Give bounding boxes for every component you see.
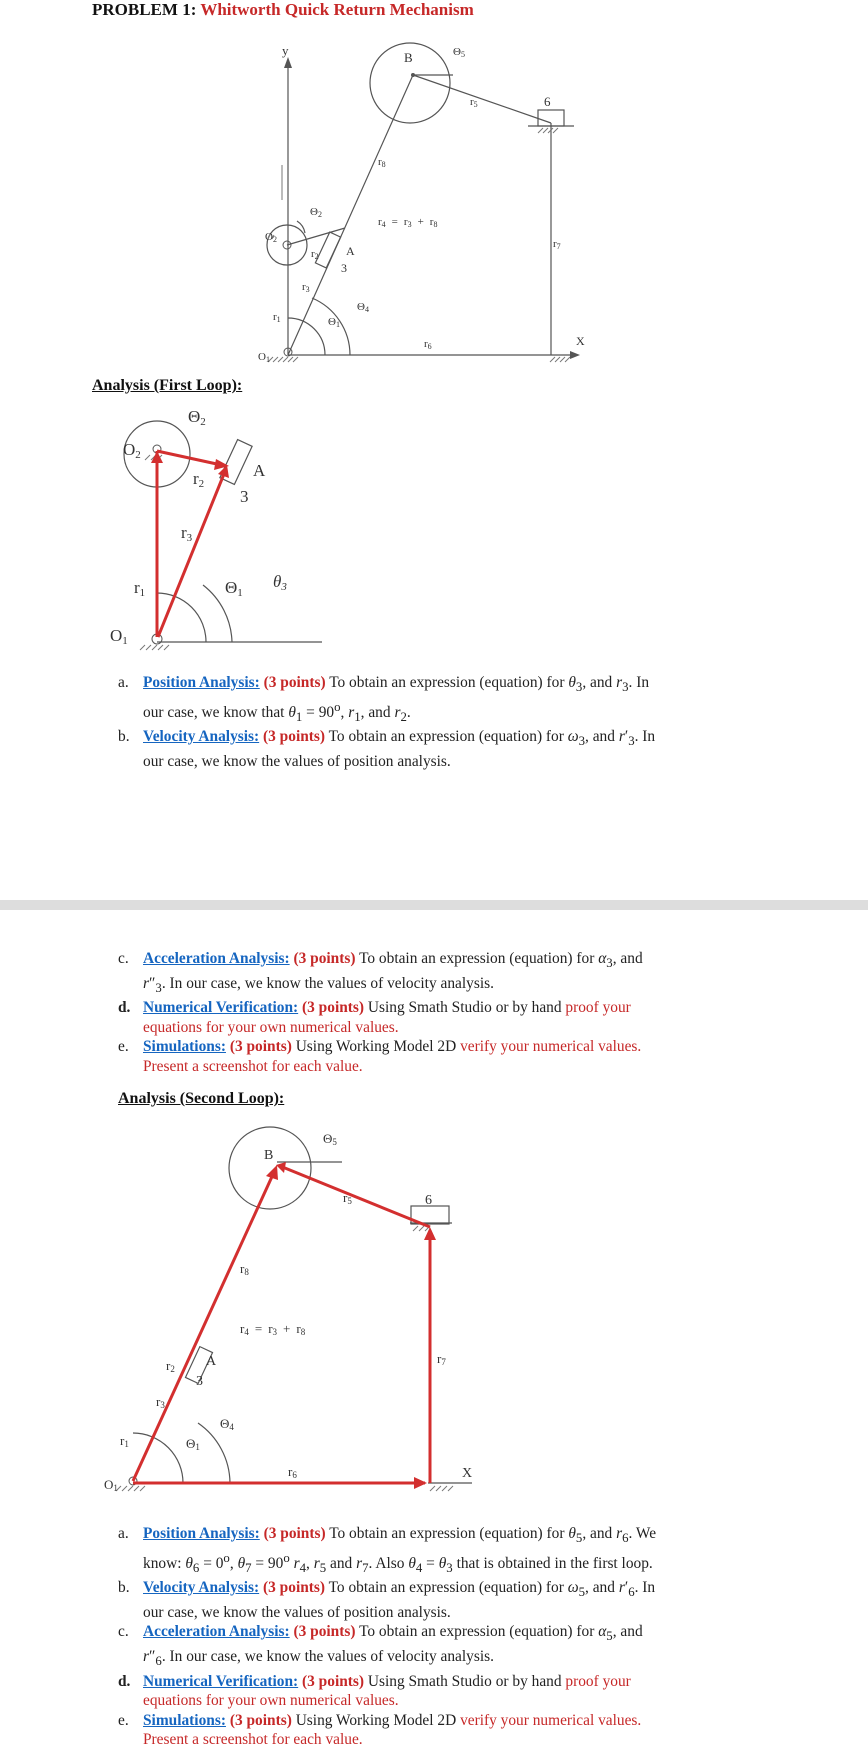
acceleration-analysis-link-2[interactable]: Acceleration Analysis: (143, 1623, 290, 1641)
label-o1: O1 (104, 1477, 118, 1493)
label-r2: r2 (166, 1358, 175, 1374)
label-r1: r1 (120, 1433, 129, 1449)
first-loop-items-part2 (110, 949, 790, 1076)
label-theta2: Θ2 (310, 206, 322, 219)
label-theta1: Θ1 (186, 1436, 200, 1452)
simulations-link[interactable]: Simulations: (143, 1038, 226, 1056)
first-loop-items-part1 (110, 673, 790, 771)
equation-r4: r4 = r3 + r8 (240, 1321, 306, 1337)
item-second-d: d. Numerical Verification: (3 points) Using Smath Studio or by hand proof your equations for your own numerical values. (118, 1672, 631, 1710)
label-r8: r8 (240, 1261, 249, 1277)
position-analysis-link-2[interactable]: Position Analysis: (143, 1525, 260, 1542)
label-link-3: 3 (341, 261, 347, 275)
label-theta4: Θ4 (357, 301, 369, 314)
label-a: A (253, 461, 266, 480)
second-loop-diagram (0, 1110, 868, 1510)
item-second-c: c. Acceleration Analysis: (3 points) To obtain an expression (equation) for $\alpha_5$, and $r''_6$. In our case, we know the values of velocity analysis. (118, 1623, 643, 1669)
label-r2: r2 (193, 469, 205, 490)
label-a: A (346, 244, 355, 258)
label-r7: r7 (437, 1351, 446, 1367)
label-y: y (282, 43, 289, 58)
label-r3: r3 (302, 281, 310, 294)
label-r5: r5 (470, 96, 478, 109)
label-o1: O1 (110, 626, 128, 647)
title-name: Whitworth Quick Return Mechanism (200, 0, 474, 19)
label-r6: r6 (288, 1464, 297, 1480)
label-link-3: 3 (240, 487, 249, 506)
label-slider-6: 6 (544, 94, 551, 109)
label-b: B (264, 1148, 274, 1163)
label-r2: r2 (311, 248, 319, 261)
label-slider-6: 6 (425, 1193, 432, 1208)
equation-r4: r4 = r3 + r8 (378, 216, 438, 229)
title-prefix: PROBLEM 1: (92, 0, 197, 19)
page-divider (0, 900, 868, 910)
item-first-d: d. Numerical Verification: (3 points) Using Smath Studio or by hand proof your equations for your own numerical values. (118, 999, 631, 1036)
label-theta5: Θ5 (453, 46, 465, 59)
item-first-e: e. Simulations: (3 points) Using Working Model 2D verify your numerical values. Present a screenshot for each value. (118, 1038, 642, 1075)
label-r5: r5 (343, 1190, 352, 1206)
label-theta1: Θ1 (328, 316, 340, 329)
first-loop-heading: Analysis (First Loop): (92, 377, 243, 394)
label-x: X (462, 1466, 473, 1481)
velocity-analysis-link[interactable]: Velocity Analysis: (143, 728, 260, 746)
position-analysis-link[interactable]: Position Analysis: (143, 674, 260, 691)
first-loop-diagram (0, 395, 868, 655)
simulations-link-2[interactable]: Simulations: (143, 1711, 226, 1729)
item-second-e: e. Simulations: (3 points) Using Working Model 2D verify your numerical values. Present a screenshot for each value. (118, 1711, 642, 1749)
item-second-a: a. Position Analysis: (3 points) To obtain an expression (equation) for $\theta_5$, and $r_6$. We know: $\theta_6 = 0^o$, $\theta_7 = 90^o$ $r_4$, $r_5$ and $r_7$. Also $\theta_4 = \theta_3$ that is obtained in the first loop. (118, 1525, 657, 1575)
label-theta4: Θ4 (220, 1416, 234, 1432)
label-b: B (404, 50, 413, 65)
label-o1: O1 (258, 351, 270, 364)
label-r1: r1 (134, 578, 146, 599)
label-r3: r3 (181, 523, 193, 544)
item-second-b: b. Velocity Analysis: (3 points) To obtain an expression (equation) for $\omega_5$, and $r'_6$. In our case, we know the values of position analysis. (118, 1579, 656, 1621)
label-r1: r1 (273, 311, 281, 324)
label-theta3: θ3 (273, 572, 287, 593)
acceleration-analysis-link[interactable]: Acceleration Analysis: (143, 950, 290, 967)
velocity-analysis-link-2[interactable]: Velocity Analysis: (143, 1579, 260, 1597)
label-theta5: Θ5 (323, 1131, 337, 1147)
label-r7: r7 (553, 238, 561, 251)
label-r6: r6 (424, 338, 432, 351)
item-first-a: a. Position Analysis: (3 points) To obtain an expression (equation) for $\theta_3$, and $r_3$. In our case, we know that $\theta_1 = 90^o$, $r_1$, and $r_2$. (118, 674, 650, 724)
label-r8: r8 (378, 156, 386, 169)
second-loop-heading: Analysis (Second Loop): (118, 1090, 285, 1107)
numerical-verification-link-2[interactable]: Numerical Verification: (143, 1672, 299, 1690)
label-link-3: 3 (196, 1374, 203, 1389)
label-o2: O2 (123, 440, 141, 461)
item-first-b: b. Velocity Analysis: (3 points) To obtain an expression (equation) for $\omega_3$, and $r'_3$. In our case, we know the values of position analysis. (118, 728, 656, 770)
label-theta2: Θ2 (188, 407, 206, 428)
label-a: A (206, 1354, 217, 1369)
main-mechanism-diagram (0, 25, 868, 385)
label-o2: O2 (265, 231, 277, 244)
label-theta1: Θ1 (225, 578, 243, 599)
numerical-verification-link[interactable]: Numerical Verification: (143, 999, 299, 1017)
label-r3: r3 (156, 1394, 165, 1410)
item-first-c: c. Acceleration Analysis: (3 points) To obtain an expression (equation) for $\alpha_3$, and $r''_3$. In our case, we know the values of velocity analysis. (118, 950, 643, 995)
label-x: X (576, 334, 585, 348)
page-title (92, 0, 474, 20)
second-loop-items (110, 1524, 790, 1750)
